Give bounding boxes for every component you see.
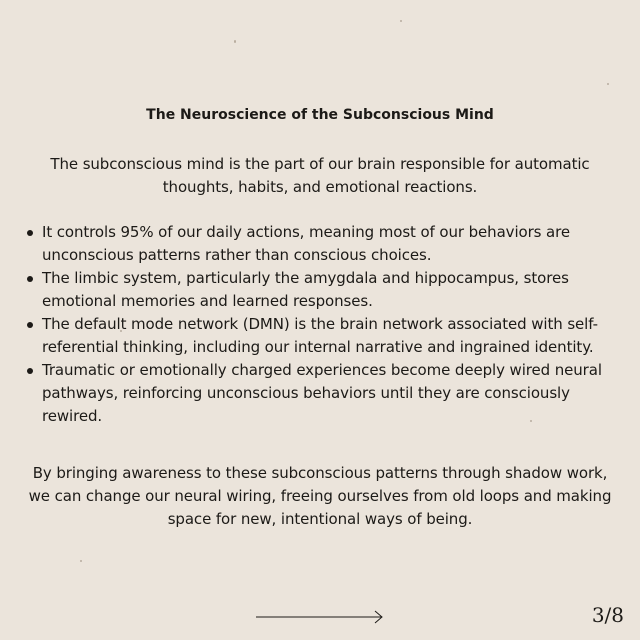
paper-speck <box>80 560 82 562</box>
list-item <box>24 359 620 428</box>
arrow-right-icon[interactable] <box>256 609 386 625</box>
closing-paragraph: By bringing awareness to these subconscious patterns through shadow work, we can change our neural wiring, freeing ourselves from old loops and making space for new, intentional ways of being. <box>28 464 612 528</box>
list-item-text: The limbic system, particularly the amygdala and hippocampus, stores emotional memories and learned responses. <box>42 269 569 310</box>
page-title: The Neuroscience of the Subconscious Mind <box>146 107 494 123</box>
bullet-list <box>24 221 620 428</box>
bullet-icon <box>27 368 33 374</box>
intro-paragraph: The subconscious mind is the part of our brain responsible for automatic thoughts, habits, and emotional reactions. <box>50 155 590 196</box>
list-item-text: Traumatic or emotionally charged experiences become deeply wired neural pathways, reinforcing unconscious behaviors until they are consciously rewired. <box>42 361 602 425</box>
list-item <box>24 267 620 313</box>
bullet-icon <box>27 322 33 328</box>
list-item-text: The default mode network (DMN) is the brain network associated with self-referential thinking, including our internal narrative and ingrained identity. <box>42 315 598 356</box>
page-number: 3/8 <box>591 603 624 627</box>
list-item <box>24 221 620 267</box>
paper-speck <box>607 83 609 85</box>
paper-speck <box>400 20 402 22</box>
bullet-icon <box>27 276 33 282</box>
paper-speck <box>234 40 236 43</box>
list-item <box>24 313 620 359</box>
list-item-text: It controls 95% of our daily actions, meaning most of our behaviors are unconscious patterns rather than conscious choices. <box>42 223 571 264</box>
bullet-icon <box>27 230 33 236</box>
